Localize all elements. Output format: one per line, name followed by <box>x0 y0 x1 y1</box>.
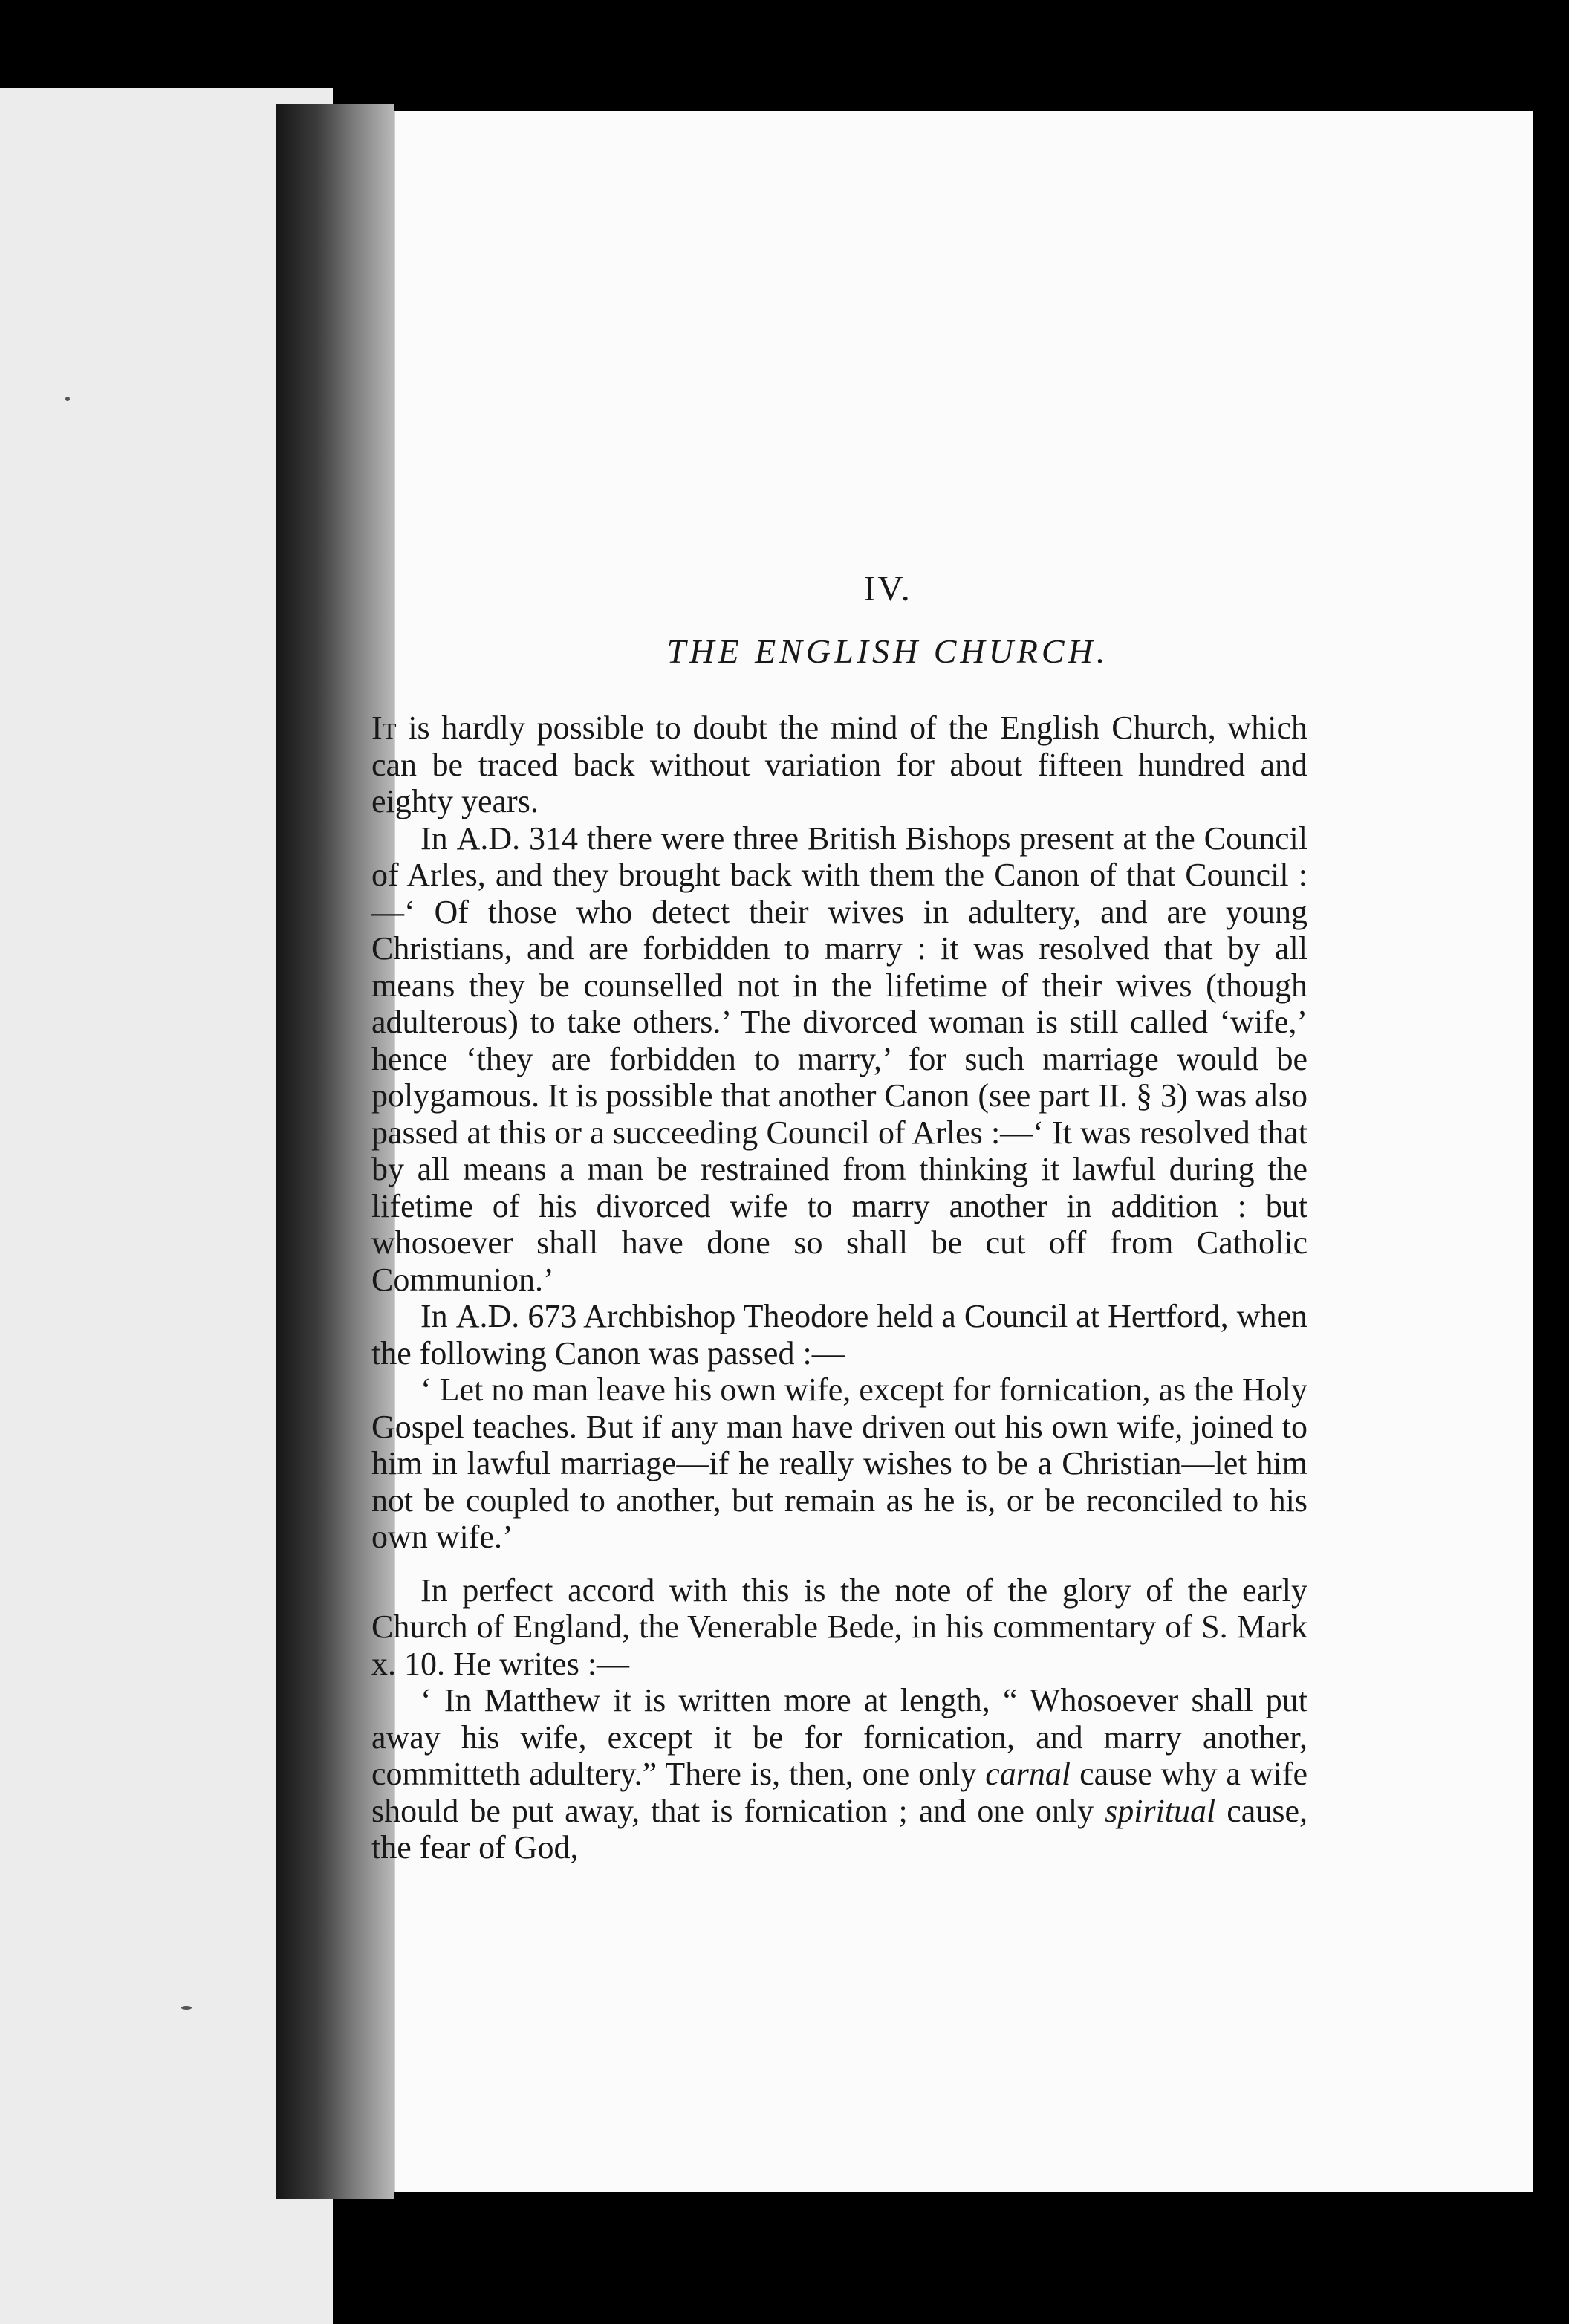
paragraph-lead: In <box>420 819 457 857</box>
paragraph-text: 314 there were three British Bishops present at the Council of Arles, and they brought back with them the Canon of that Council :—‘ Of those who detect their wives in adultery, and are young Christians, and are forbidden to marry : it was resolved that by all means they be counselled not in the lifetime of their wives (though adulterous) to take others.’ The divorced woman is still called ‘wife,’ hence ‘they are forbidden to marry,’ for such marriage would be polygamous. It is possible that another Canon (see part II. § 3) was also passed at this or a succeeding Council of Arles :—‘ It was resolved that by all means a man be restrained from thinking it lawful during the lifetime of his divorced wife to marry another in addition : but whosoever shall have done so shall be cut off from Catholic Communion.’ <box>371 819 1308 1298</box>
paragraph-text: is hardly possible to doubt the mind of the English Church, which can be traced back without variation for about fifteen hundred and eighty years. <box>371 710 1308 819</box>
paragraph <box>371 710 1308 820</box>
paragraph-lead: In <box>420 1298 456 1334</box>
emphasis-carnal: carnal <box>985 1756 1071 1792</box>
emphasis-spiritual: spiritual <box>1105 1792 1216 1829</box>
paragraph <box>371 1682 1308 1866</box>
chapter-number: IV. <box>863 569 912 608</box>
paragraph <box>371 1372 1308 1556</box>
paragraph-text: cause why a wife should be put away, that is fornication ; and one only <box>371 1756 1308 1829</box>
era-abbreviation: A.D. <box>456 819 521 857</box>
paper-speck <box>65 397 70 401</box>
paragraph-text: ‘ Let no man leave his own wife, except for fornication, as the Holy Gospel teaches. But if any man have driven out his own wife, joined to him in lawful marriage—if he really wishes to be a Christian—let him not be coupled to another, but remain as he is, or be reconciled to his own wife.’ <box>371 1372 1308 1555</box>
paragraph <box>371 820 1308 1299</box>
paper-speck <box>181 2006 192 2010</box>
paragraph <box>371 1298 1308 1372</box>
drop-cap: It <box>371 710 397 746</box>
paragraph <box>371 1572 1308 1683</box>
paragraph-text: ‘ In Matthew it is written more at length, “ Whosoever shall put away his wife, except it be for fornication, and marry another, committeth adultery.” There is, then, one only <box>371 1682 1308 1792</box>
paragraph-text: cause, the fear of God, <box>371 1792 1308 1866</box>
page-text <box>371 568 1308 1866</box>
paragraph-text: In perfect accord with this is the note of the glory of the early Church of England, the Venerable Bede, in his commentary of S. Mark x. 10. He writes :— <box>371 1571 1308 1682</box>
paragraph-text: 673 Archbishop Theodore held a Council at Hertford, when the following Canon was passed :— <box>371 1298 1308 1372</box>
chapter-title: THE ENGLISH CHURCH. <box>666 632 1109 670</box>
era-abbreviation: A.D. <box>455 1298 520 1334</box>
